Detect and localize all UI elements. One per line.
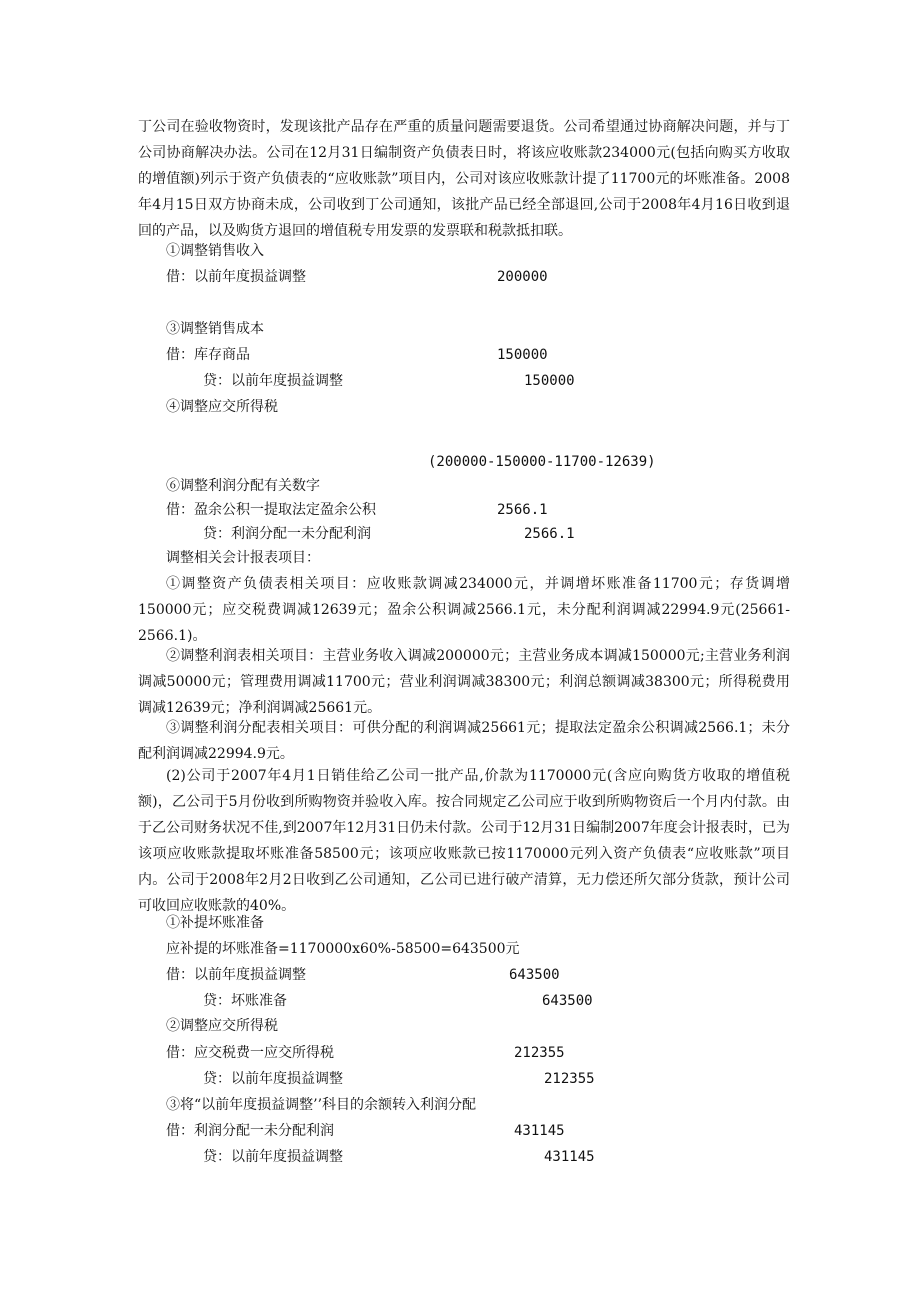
case1-step6-title: ⑥调整利润分配有关数字 xyxy=(166,478,320,494)
case1-step3-credit-amount: 150000 xyxy=(524,373,575,389)
case1-report-profit-distribution: ③调整利润分配表相关项目：可供分配的利润调减25661元；提取法定盈余公积调减2566.1；未分配利润调减22994.9元。 xyxy=(138,720,790,762)
case2-step1-debit: 借：以前年度损益调整 xyxy=(166,967,306,983)
case2-step1-debit-amount: 643500 xyxy=(509,967,560,983)
case2-step3-debit-amount: 431145 xyxy=(514,1123,565,1139)
case1-step1-debit: 借：以前年度损益调整 xyxy=(166,269,306,285)
case2-step1-formula: 应补提的坏账准备=1170000x60%-58500=643500元 xyxy=(166,941,520,957)
case2-step2-credit-amount: 212355 xyxy=(544,1071,595,1087)
case1-step3-debit: 借：库存商品 xyxy=(166,347,250,363)
case1-step6-debit: 借：盈余公积一提取法定盈余公积 xyxy=(166,502,376,518)
case2-step3-title: ③将“以前年度损益调整’’科目的余额转入利润分配 xyxy=(166,1097,477,1113)
case2-step1-credit-amount: 643500 xyxy=(542,993,593,1009)
case1-tax-formula: (200000-150000-11700-12639) xyxy=(428,454,656,470)
case2-step3-credit-amount: 431145 xyxy=(544,1149,595,1165)
case2-step1-title: ①补提坏账准备 xyxy=(166,915,264,931)
case1-step3-debit-amount: 150000 xyxy=(497,347,548,363)
case1-step4-title: ④调整应交所得税 xyxy=(166,399,278,415)
case1-step6-debit-amount: 2566.1 xyxy=(497,502,548,518)
intro-paragraph: 丁公司在验收物资时，发现该批产品存在严重的质量问题需要退货。公司希望通过协商解决问题，并与丁公司协商解决办法。公司在12月31日编制资产负债表日时，将该应收账款234000元(包括向购买方收取的增值额)列示于资产负债表的“应收账款”项目内，公司对该应收账款计提了11700元的坏账准备。2008年4月15日双方协商未成，公司收到丁公司通知，该批产品已经全部退回,公司于2008年4月16日收到退回的产品，以及购货方退回的增值税专用发票的发票联和税款抵扣联。 xyxy=(138,119,790,239)
case1-report-balance-sheet: ①调整资产负债表相关项目：应收账款调减234000元，并调增坏账准备11700元；存货调增150000元；应交税费调减12639元；盈余公积调减2566.1元，未分配利润调减22994.9元(25661-2566.1)。 xyxy=(138,576,790,644)
case2-step2-credit: 贷：以前年度损益调整 xyxy=(203,1071,343,1087)
case1-step6-credit: 贷：利润分配一未分配利润 xyxy=(203,526,371,542)
case2-step2-debit: 借：应交税费一应交所得税 xyxy=(166,1045,334,1061)
case2-step3-credit: 贷：以前年度损益调整 xyxy=(203,1149,343,1165)
case2-paragraph: (2)公司于2007年4月1日销佳给乙公司一批产品,价款为1170000元(含应向购货方收取的增值税额)，乙公司于5月份收到所购物资并验收入库。按合同规定乙公司应于收到所购物资后一个月内付款。由于乙公司财务状况不佳,到2007年12月31日仍未付款。公司于12月31日编制2007年度会计报表时，已为该项应收账款提取坏账准备58500元；该项应收账款已按1170000元列入资产负债表“应收账款”项目内。公司于2008年2月2日收到乙公司通知，乙公司已进行破产清算，无力偿还所欠部分货款，预计公司可收回应收账款的40%。 xyxy=(138,768,790,914)
case1-step1-debit-amount: 200000 xyxy=(497,269,548,285)
case1-report-title: 调整相关会计报表项目： xyxy=(166,550,320,566)
case1-step3-credit: 贷：以前年度损益调整 xyxy=(203,373,343,389)
case1-step1-title: ①调整销售收入 xyxy=(166,243,264,259)
case2-step3-debit: 借：利润分配一未分配利润 xyxy=(166,1123,334,1139)
case1-report-income-statement: ②调整利润表相关项目：主营业务收入调减200000元；主营业务成本调减150000元;主营业务利润调减50000元；管理费用调减11700元；营业利润调减38300元；利润总额调减38300元；所得税费用调减12639元；净利润调减25661元。 xyxy=(138,648,790,716)
case1-step3-title: ③调整销售成本 xyxy=(166,321,264,337)
case2-step2-debit-amount: 212355 xyxy=(514,1045,565,1061)
case2-step1-credit: 贷：坏账准备 xyxy=(203,993,287,1009)
case2-step2-title: ②调整应交所得税 xyxy=(166,1018,278,1034)
case1-step6-credit-amount: 2566.1 xyxy=(524,526,575,542)
